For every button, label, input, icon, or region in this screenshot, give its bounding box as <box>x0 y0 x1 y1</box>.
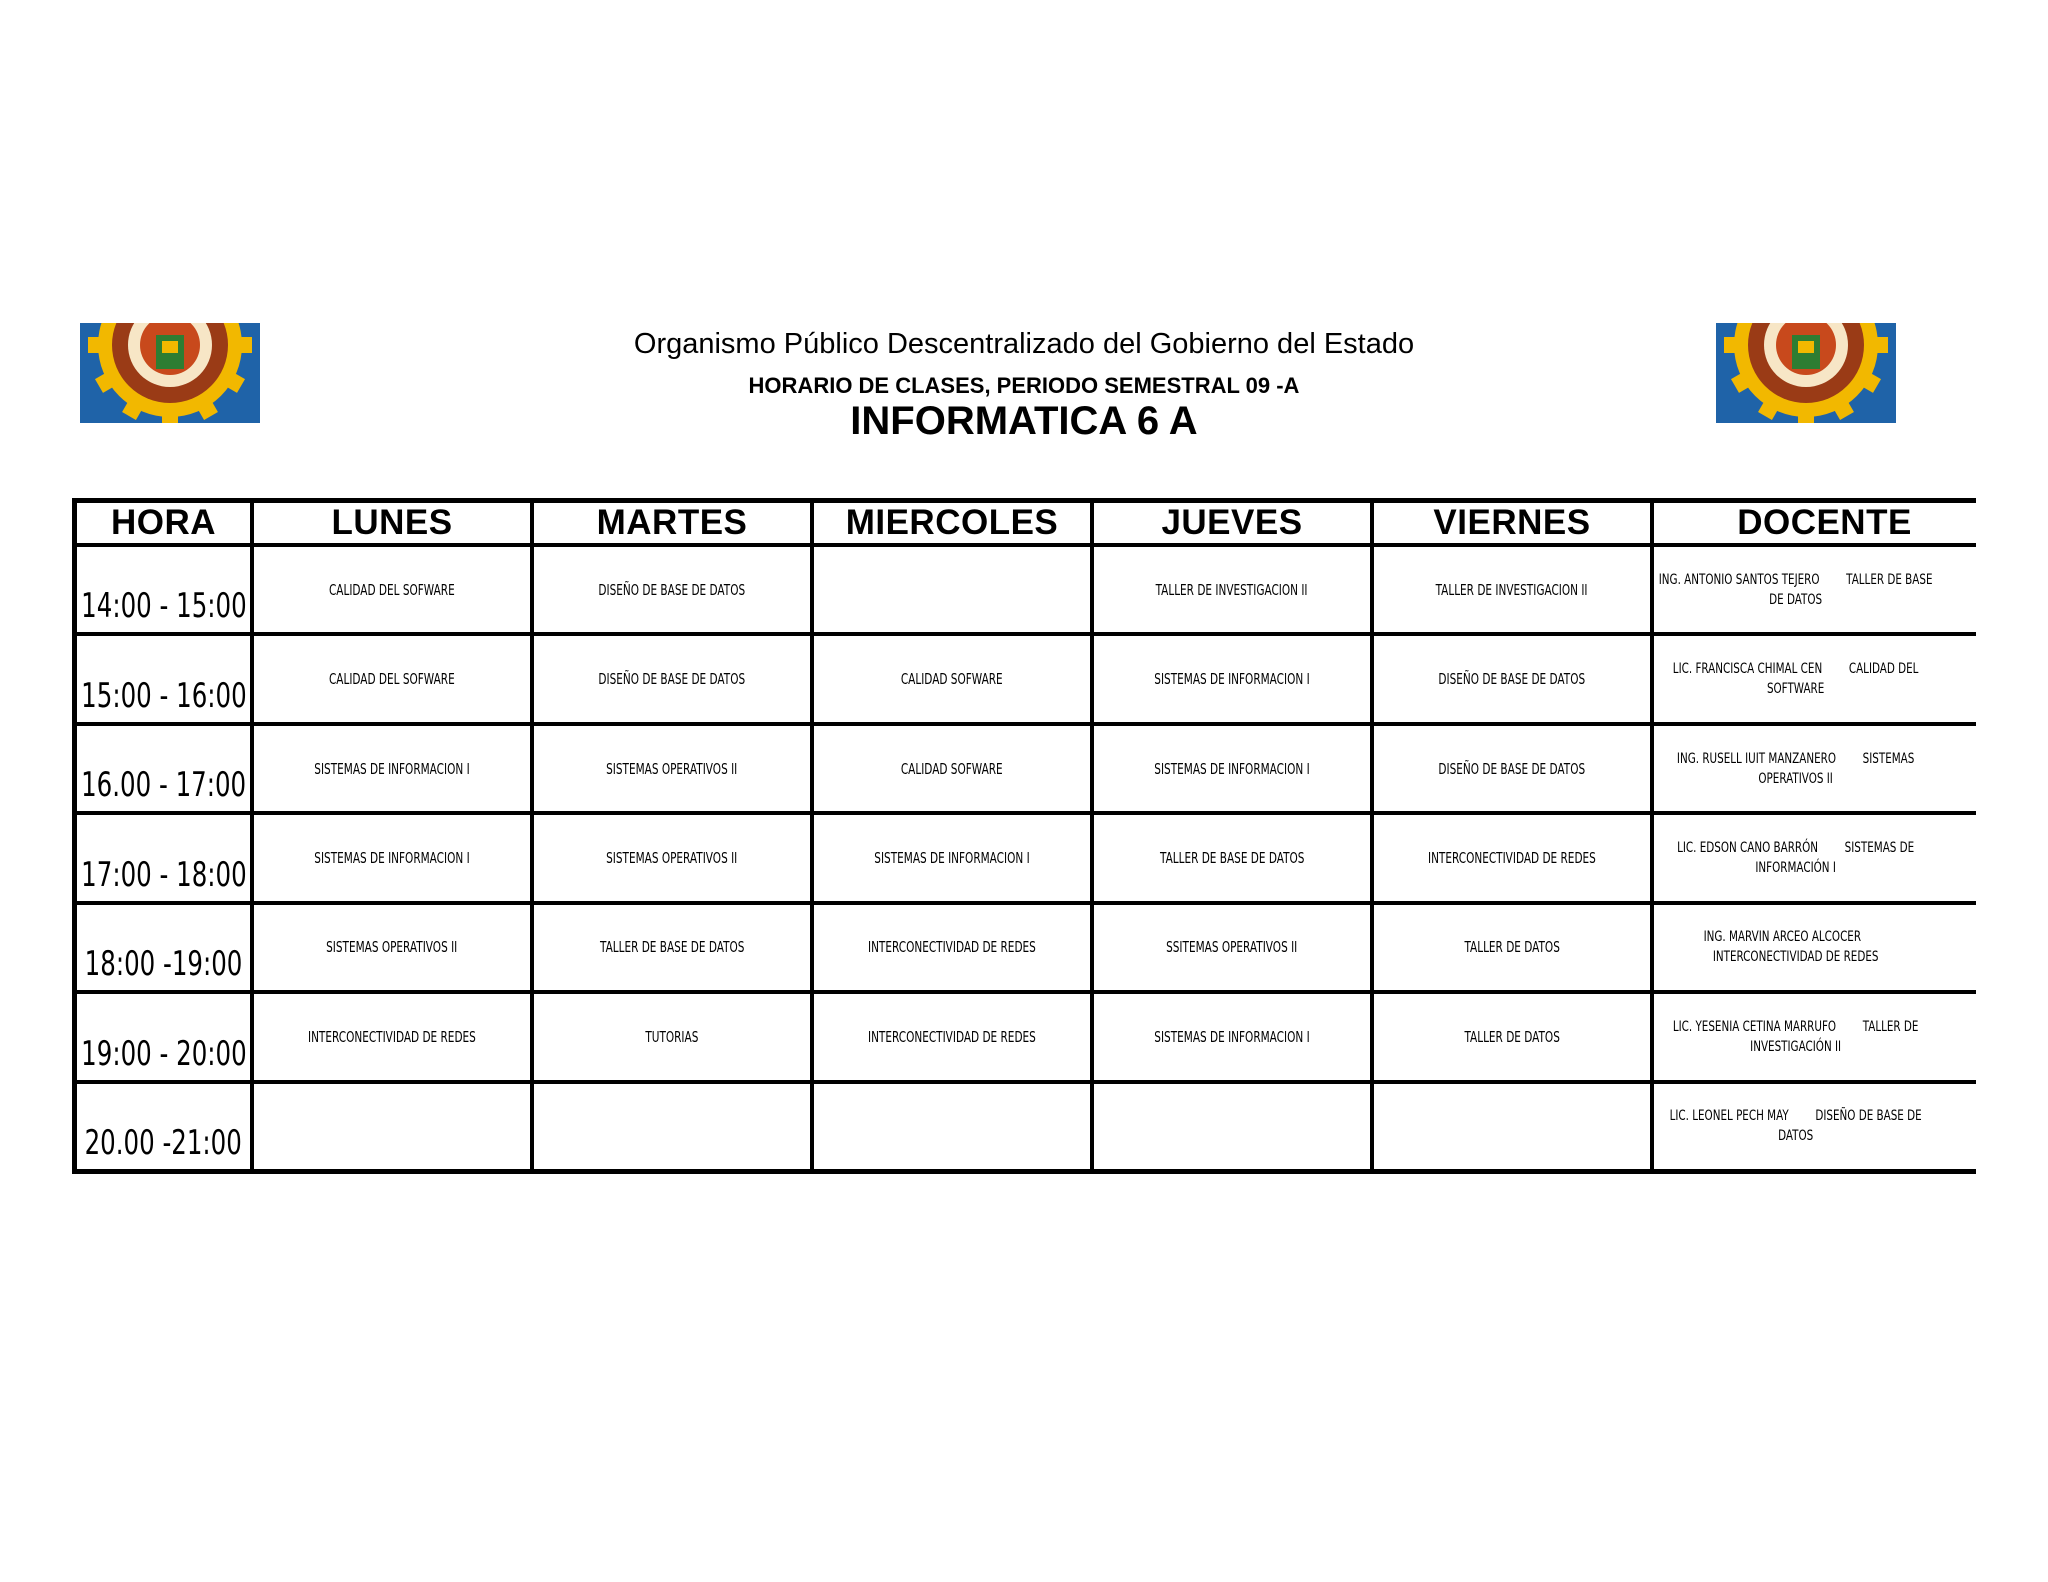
class-cell: SISTEMAS DE INFORMACION I <box>814 815 1090 900</box>
teacher-subject: TALLER DE INVESTIGACIÓN II <box>1749 1018 1919 1055</box>
class-cell: TALLER DE BASE DE DATOS <box>1094 815 1370 900</box>
class-cell: CALIDAD SOFWARE <box>814 726 1090 811</box>
class-cell: TALLER DE INVESTIGACION II <box>1094 547 1370 632</box>
class-cell: DISEÑO DE BASE DE DATOS <box>1374 636 1650 721</box>
teacher-name: ING. ANTONIO SANTOS TEJERO <box>1658 571 1820 588</box>
class-cell: TALLER DE INVESTIGACION II <box>1374 547 1650 632</box>
teacher-cell <box>1654 726 1995 811</box>
class-cell: CALIDAD DEL SOFWARE <box>254 636 530 721</box>
class-cell: DISEÑO DE BASE DE DATOS <box>1374 726 1650 811</box>
teacher-name: ING. MARVIN ARCEO ALCOCER <box>1703 929 1861 946</box>
time-slot: 19:00 - 20:00 <box>77 994 250 1079</box>
teacher-subject: INTERCONECTIVIDAD DE REDES <box>1712 949 1879 966</box>
class-cell <box>534 1084 810 1169</box>
class-cell <box>1374 1084 1650 1169</box>
column-header-viernes: VIERNES <box>1374 503 1650 543</box>
class-cell: SISTEMAS OPERATIVOS II <box>534 726 810 811</box>
class-cell: SISTEMAS DE INFORMACION I <box>1094 994 1370 1079</box>
class-cell <box>254 1084 530 1169</box>
teacher-cell <box>1654 994 1995 1079</box>
teacher-cell <box>1654 905 1995 990</box>
teacher-cell <box>1654 636 1995 721</box>
column-header-docente: DOCENTE <box>1654 503 1995 543</box>
time-slot: 16.00 - 17:00 <box>77 726 250 811</box>
time-slot: 17:00 - 18:00 <box>77 815 250 900</box>
class-cell: SISTEMAS DE INFORMACION I <box>1094 636 1370 721</box>
teacher-name: LIC. YESENIA CETINA MARRUFO <box>1672 1018 1836 1035</box>
class-cell: TUTORIAS <box>534 994 810 1079</box>
teacher-subject: CALIDAD DEL SOFTWARE <box>1766 661 1919 698</box>
class-cell: CALIDAD SOFWARE <box>814 636 1090 721</box>
teacher-name: LIC. EDSON CANO BARRÓN <box>1676 839 1818 856</box>
class-cell: DISEÑO DE BASE DE DATOS <box>534 636 810 721</box>
time-slot: 15:00 - 16:00 <box>77 636 250 721</box>
group-name: INFORMATICA 6 A <box>850 399 1198 443</box>
class-cell: INTERCONECTIVIDAD DE REDES <box>814 994 1090 1079</box>
teacher-subject: DISEÑO DE BASE DE DATOS <box>1777 1108 1922 1145</box>
teacher-name: ING. RUSELL IUIT MANZANERO <box>1676 750 1836 767</box>
class-cell: SISTEMAS OPERATIVOS II <box>254 905 530 990</box>
class-cell <box>814 1084 1090 1169</box>
class-cell: INTERCONECTIVIDAD DE REDES <box>1374 815 1650 900</box>
teacher-cell <box>1654 547 1995 632</box>
teacher-name: LIC. FRANCISCA CHIMAL CEN <box>1672 661 1822 678</box>
class-cell: TALLER DE DATOS <box>1374 905 1650 990</box>
class-cell: TALLER DE DATOS <box>1374 994 1650 1079</box>
class-cell: SISTEMAS OPERATIVOS II <box>534 815 810 900</box>
teacher-subject: SISTEMAS DE INFORMACIÓN I <box>1755 839 1914 876</box>
column-header-miercoles: MIERCOLES <box>814 503 1090 543</box>
schedule-title: HORARIO DE CLASES, PERIODO SEMESTRAL 09 -A <box>748 373 1300 398</box>
class-cell: TALLER DE BASE DE DATOS <box>534 905 810 990</box>
teacher-cell <box>1654 815 1995 900</box>
time-slot: 14:00 - 15:00 <box>77 547 250 632</box>
teacher-subject: SISTEMAS OPERATIVOS II <box>1758 750 1915 787</box>
organization-name: Organismo Público Descentralizado del Gobierno del Estado <box>633 328 1415 360</box>
class-cell: SISTEMAS DE INFORMACION I <box>254 815 530 900</box>
class-cell: CALIDAD DEL SOFWARE <box>254 547 530 632</box>
column-header-hora: HORA <box>77 503 250 543</box>
teacher-cell <box>1654 1084 1995 1169</box>
class-cell: INTERCONECTIVIDAD DE REDES <box>814 905 1090 990</box>
teacher-subject: TALLER DE BASE DE DATOS <box>1768 571 1933 608</box>
class-cell: SISTEMAS DE INFORMACION I <box>1094 726 1370 811</box>
teacher-name: LIC. LEONEL PECH MAY <box>1669 1108 1789 1125</box>
class-cell: DISEÑO DE BASE DE DATOS <box>534 547 810 632</box>
column-header-lunes: LUNES <box>254 503 530 543</box>
class-cell: SSITEMAS OPERATIVOS II <box>1094 905 1370 990</box>
class-cell <box>814 547 1090 632</box>
class-cell: INTERCONECTIVIDAD DE REDES <box>254 994 530 1079</box>
column-header-martes: MARTES <box>534 503 810 543</box>
time-slot: 20.00 -21:00 <box>77 1084 250 1169</box>
column-header-jueves: JUEVES <box>1094 503 1370 543</box>
class-cell: SISTEMAS DE INFORMACION I <box>254 726 530 811</box>
schedule-table <box>72 498 1976 1174</box>
time-slot: 18:00 -19:00 <box>77 905 250 990</box>
class-cell <box>1094 1084 1370 1169</box>
